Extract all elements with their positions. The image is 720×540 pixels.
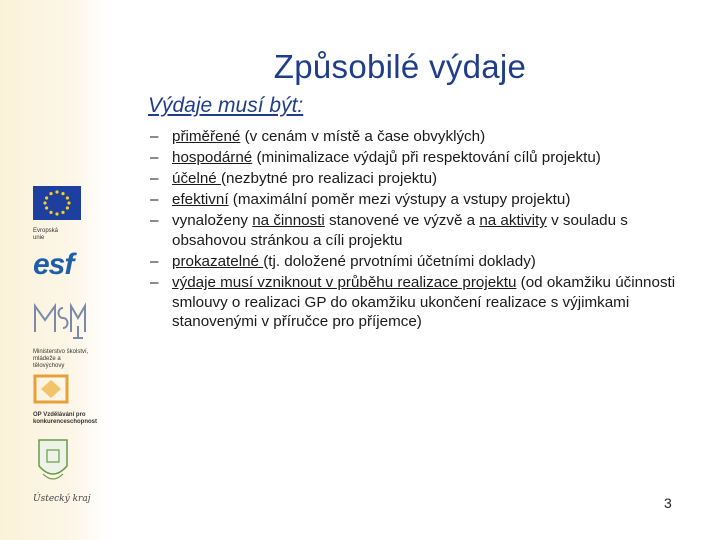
list-item: – hospodárné (minimalizace výdajů při respektování cílů projektu) — [150, 149, 601, 167]
op-logo-icon — [33, 374, 69, 404]
list-item: – prokazatelné (tj. doložené prvotními účetními doklady) — [150, 253, 536, 271]
list-item: – přiměřené (v cenám v místě a čase obvyklých) — [150, 128, 486, 145]
item-text: stanovené ve výzvě a — [324, 212, 480, 230]
item-text: (minimalizace výdajů při respektování cílů projektu) — [252, 149, 601, 167]
op-logo — [33, 374, 103, 426]
item-text: (od okamžiku účinnosti smlouvy o realizaci GP do okamžiku ukončení realizace s výjimkami stanovenými v příručce pro příjemce) — [172, 274, 676, 331]
list-item: – efektivní (maximální poměr mezi výstupy a vstupy projektu) — [150, 191, 571, 209]
region-caption: Ústecký kraj — [33, 494, 91, 504]
item-key: výdaje musí vzniknout v průběhu realizace projektu — [172, 274, 517, 292]
item-key: na aktivity — [479, 212, 547, 230]
item-key: prokazatelné — [172, 253, 264, 271]
region-logo — [33, 436, 91, 504]
logo-sidebar — [0, 0, 108, 540]
region-emblem-icon — [33, 436, 73, 488]
item-text: (maximální poměr mezi výstupy a vstupy projektu) — [228, 191, 571, 209]
item-key: hospodárné — [172, 149, 253, 167]
list-item: – vynaloženy na činnosti stanovené ve výzvě a na aktivity v souladu s obsahovou stránkou a cíli projektu — [150, 212, 628, 249]
item-key: efektivní — [172, 191, 229, 209]
op-caption: OP Vzdělávání pro konkurenceschopnost — [33, 412, 98, 425]
msmt-caption: Ministerstvo školství, mládeže a tělovýchovy — [33, 349, 89, 369]
criteria-list — [150, 127, 690, 333]
slide-subtitle: Výdaje musí být: — [148, 94, 304, 117]
slide-title: Způsobilé výdaje — [273, 48, 527, 85]
item-text: (v cenám v místě a čase obvyklých) — [240, 128, 486, 145]
msmt-logo — [33, 302, 93, 370]
page-number: 3 — [664, 495, 672, 511]
item-text: vynaloženy — [172, 212, 253, 230]
esf-text: esf — [33, 248, 74, 281]
eu-caption: Evropská unie — [33, 228, 59, 241]
list-item: – výdaje musí vzniknout v průběhu realizace projektu (od okamžiku účinnosti smlouvy o realizaci GP do okamžiku ukončení realizace s výjimkami stanovenými v příručce pro příjemce) — [150, 274, 676, 331]
eu-logo — [33, 186, 81, 242]
list-item: – účelné (nezbytné pro realizaci projektu) — [150, 170, 438, 188]
item-text: (tj. doložené prvotními účetními doklady) — [263, 253, 536, 271]
item-key: přiměřené — [172, 128, 241, 145]
item-text: v souladu s obsahovou stránkou a cíli projektu — [172, 212, 628, 249]
eu-flag-icon — [33, 186, 81, 220]
esf-logo — [33, 250, 73, 280]
item-key: na činnosti — [252, 212, 325, 230]
item-text: (nezbytné pro realizaci projektu) — [220, 170, 438, 188]
item-key: účelné — [172, 170, 221, 188]
msmt-symbol-icon — [33, 302, 87, 342]
